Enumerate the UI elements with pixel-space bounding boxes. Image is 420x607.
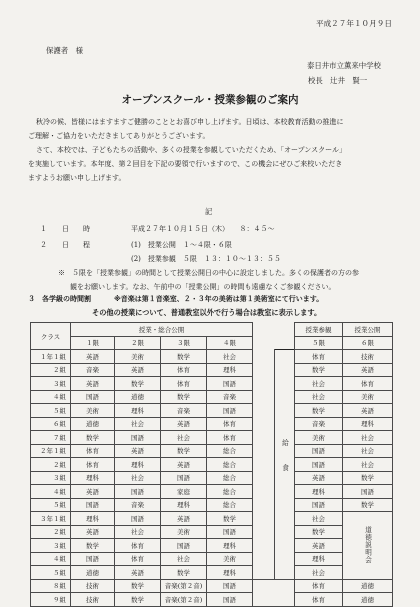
period-5-cell: 社会 [295,377,343,391]
period-5-cell: 美術 [295,431,343,445]
header-period-4: ４限 [207,336,253,350]
period-2-cell: 道徳 [115,390,161,404]
header-period-3: ３限 [161,336,207,350]
class-cell: ３組 [31,471,71,485]
period-6-cell: 英語 [343,404,393,418]
class-cell: ８組 [31,579,71,593]
period-3-cell: 音楽(第２音) [161,593,207,607]
period-6-cell: 道徳 [343,579,393,593]
period-5-cell: 音楽 [295,417,343,431]
table-row [31,539,393,553]
period-3-cell: 数学 [161,390,207,404]
period-5-cell: 数学 [295,525,343,539]
table-row [31,525,393,539]
principal-name: 校長 辻井 賢一 [308,76,368,85]
table-row [31,377,393,391]
period-1-cell: 英語 [71,377,115,391]
period-4-cell: 理科 [207,363,253,377]
period-5-cell: 体育 [295,593,343,607]
class-cell: ５組 [31,404,71,418]
class-cell: １年１組 [31,350,71,364]
class-cell: ６組 [31,417,71,431]
period-3-cell: 国語 [161,471,207,485]
period-6-cell: 数学 [343,498,393,512]
period-6-cell: 体育 [343,377,393,391]
period-6-cell: 理科 [343,417,393,431]
body-line-1: 秋冷の候、皆様にはますますご健勝のこととお喜び申し上げます。日頃は、本校教育活動の推進に [36,118,344,126]
period-2-cell: 数学 [115,377,161,391]
period-2-cell: 数学 [115,579,161,593]
document-date: 平成２７年１０月９日 [316,19,392,28]
period-4-cell: 国語 [207,579,253,593]
school-name: 泰日井市立薫来中学校 [307,61,381,70]
class-cell: ２組 [31,458,71,472]
item1-number: １ [40,225,47,233]
period-6-cell: 技術 [343,350,393,364]
table-row [31,498,393,512]
class-cell: ５組 [31,566,71,580]
period-5-cell: 社会 [295,390,343,404]
period-5-cell: 体育 [295,579,343,593]
table-row [31,458,393,472]
period-5-cell: 理科 [295,552,343,566]
period-2-cell: 体育 [115,552,161,566]
header-open2-group: 授業公開 [343,323,393,337]
period-1-cell: 体育 [71,458,115,472]
table-row [31,566,393,580]
period-1-cell: 音楽 [71,363,115,377]
period-6-cell: 国語 [343,485,393,499]
addressee: 保護者 様 [46,46,83,55]
period-1-cell: 数学 [71,539,115,553]
meeting-label: 道徳説明会 [343,512,393,580]
period-5-cell: 英語 [295,539,343,553]
period-4-cell: 国語 [207,377,253,391]
period-1-cell: 道徳 [71,566,115,580]
period-3-cell: 数学 [161,444,207,458]
document-title: オープンスクール・授業参観のご案内 [121,94,299,106]
note-line-1: ※ ５限を「授業参観」の時間として授業公開日の中心に設定しました。多くの保護者の方の参 [58,269,359,277]
period-6-cell: 社会 [343,458,393,472]
period-5-cell: 数学 [295,404,343,418]
period-1-cell: 理科 [71,512,115,526]
period-4-cell: 国語 [207,525,253,539]
period-2-cell: 理科 [115,404,161,418]
class-cell: ７組 [31,431,71,445]
class-cell: ５組 [31,498,71,512]
period-2-cell: 社会 [115,417,161,431]
timetable [30,322,393,607]
period-1-cell: 美術 [71,404,115,418]
table-row [31,485,393,499]
period-6-cell: 道徳 [343,593,393,607]
period-3-cell: 英語 [161,417,207,431]
period-4-cell: 総合 [207,458,253,472]
item2-line2: (2) 授業参観 ５限 １３：１０～１３：５５ [131,255,281,263]
period-2-cell: 数学 [115,593,161,607]
period-5-cell: 社会 [295,566,343,580]
section3-label: ３ 各学級の時間割 [28,295,91,303]
table-row [31,444,393,458]
period-3-cell: 国語 [161,539,207,553]
period-3-cell: 理科 [161,498,207,512]
table-row [31,390,393,404]
period-4-cell: 美術 [207,552,253,566]
period-5-cell: 社会 [295,512,343,526]
note-line-2: 観をお願いします。なお、午前中の「授業公開」の時間も遠慮なくご参観ください。 [70,283,336,291]
period-4-cell: 音楽 [207,390,253,404]
table-row [31,417,393,431]
body-line-4: を実施しています。本年度、第２回目を下記の要領で行いますので、この機会にぜひご来校いただき [28,160,343,168]
period-4-cell: 体育 [207,417,253,431]
class-cell: ３組 [31,377,71,391]
period-5-cell: 国語 [295,444,343,458]
period-4-cell: 社会 [207,350,253,364]
table-row [31,431,393,445]
class-cell: ３組 [31,539,71,553]
period-3-cell: 社会 [161,431,207,445]
header-period-1: １限 [71,336,115,350]
period-2-cell: 音楽 [115,498,161,512]
header-class: クラス [31,323,71,350]
period-4-cell: 体育 [207,431,253,445]
period-5-cell: 英語 [295,471,343,485]
header-period-6: ６限 [343,336,393,350]
period-2-cell: 体育 [115,539,161,553]
lunch-label: 給食 [275,350,295,580]
period-3-cell: 数学 [161,566,207,580]
period-1-cell: 体育 [71,444,115,458]
table-row [31,552,393,566]
period-1-cell: 理科 [71,471,115,485]
item1-label: 日 時 [62,225,90,233]
period-6-cell: 美術 [343,390,393,404]
period-3-cell: 英語 [161,512,207,526]
period-6-cell: 社会 [343,444,393,458]
period-4-cell: 理科 [207,539,253,553]
period-1-cell: 英語 [71,485,115,499]
table-row [31,579,393,593]
table-row [31,512,393,526]
period-2-cell: 理科 [115,458,161,472]
period-4-cell: 総合 [207,444,253,458]
section3-note2: その他の授業について、普通教室以外で行う場合は教室に表示します。 [92,308,322,317]
period-1-cell: 技術 [71,593,115,607]
table-row [31,471,393,485]
period-3-cell: 家庭 [161,485,207,499]
period-3-cell: 音楽 [161,404,207,418]
header-period-2: ２限 [115,336,161,350]
period-2-cell: 英語 [115,363,161,377]
period-1-cell: 国語 [71,390,115,404]
item2-line1: (1) 授業公開 １～４限・６限 [131,241,232,249]
period-3-cell: 音楽(第２音) [161,579,207,593]
period-2-cell: 英語 [115,566,161,580]
period-1-cell: 国語 [71,498,115,512]
body-line-3: さて、本校では、子どもたちの活動や、多くの授業を参観していただくため、「オープンスクール」 [36,146,346,154]
period-1-cell: 技術 [71,579,115,593]
class-cell: ４組 [31,390,71,404]
period-5-cell: 国語 [295,458,343,472]
period-2-cell: 国語 [115,512,161,526]
period-4-cell: 総合 [207,485,253,499]
period-3-cell: 英語 [161,458,207,472]
period-4-cell: 総合 [207,471,253,485]
body-line-2: ご理解・ご協力をいただきましてありがとうございます。 [28,132,210,140]
period-1-cell: 英語 [71,525,115,539]
item2-label: 日 程 [62,241,90,249]
period-4-cell: 理科 [207,566,253,580]
period-3-cell: 体育 [161,363,207,377]
period-1-cell: 道徳 [71,417,115,431]
table-row [31,593,393,607]
period-4-cell: 総合 [207,498,253,512]
header-open-group: 授業・総合公開 [71,323,253,337]
class-cell: ９組 [31,593,71,607]
period-5-cell: 理科 [295,485,343,499]
period-4-cell: 国語 [207,404,253,418]
period-6-cell: 社会 [343,431,393,445]
period-2-cell: 美術 [115,350,161,364]
body-line-5: ますようお願い申し上げます。 [28,174,126,182]
period-3-cell: 体育 [161,377,207,391]
period-2-cell: 社会 [115,525,161,539]
table-row [31,350,393,364]
period-2-cell: 社会 [115,471,161,485]
kigo-heading: 記 [205,207,213,216]
period-1-cell: 国語 [71,552,115,566]
item1-value: 平成２７年１０月１５日（木） ８：４５～ [131,225,275,233]
class-cell: ４組 [31,552,71,566]
period-2-cell: 英語 [115,444,161,458]
table-row [31,404,393,418]
period-2-cell: 国語 [115,485,161,499]
period-3-cell: 社会 [161,552,207,566]
period-3-cell: 美術 [161,525,207,539]
period-5-cell: 体育 [295,350,343,364]
period-2-cell: 国語 [115,431,161,445]
period-1-cell: 英語 [71,350,115,364]
class-cell: ２組 [31,525,71,539]
class-cell: ４組 [31,485,71,499]
class-cell: ２組 [31,363,71,377]
period-1-cell: 数学 [71,431,115,445]
class-cell: ２年１組 [31,444,71,458]
header-visit-group: 授業参観 [295,323,343,337]
header-period-5: ５限 [295,336,343,350]
period-3-cell: 数学 [161,350,207,364]
period-6-cell: 数学 [343,471,393,485]
period-5-cell: 数学 [295,363,343,377]
table-row [31,363,393,377]
class-cell: ３年１組 [31,512,71,526]
period-6-cell: 英語 [343,363,393,377]
period-4-cell: 数学 [207,512,253,526]
period-4-cell: 国語 [207,593,253,607]
period-5-cell: 国語 [295,498,343,512]
section3-note1: ※音楽は第１音楽室、２・３年の美術は第１美術室にて行います。 [114,295,324,303]
item2-number: ２ [40,241,47,249]
